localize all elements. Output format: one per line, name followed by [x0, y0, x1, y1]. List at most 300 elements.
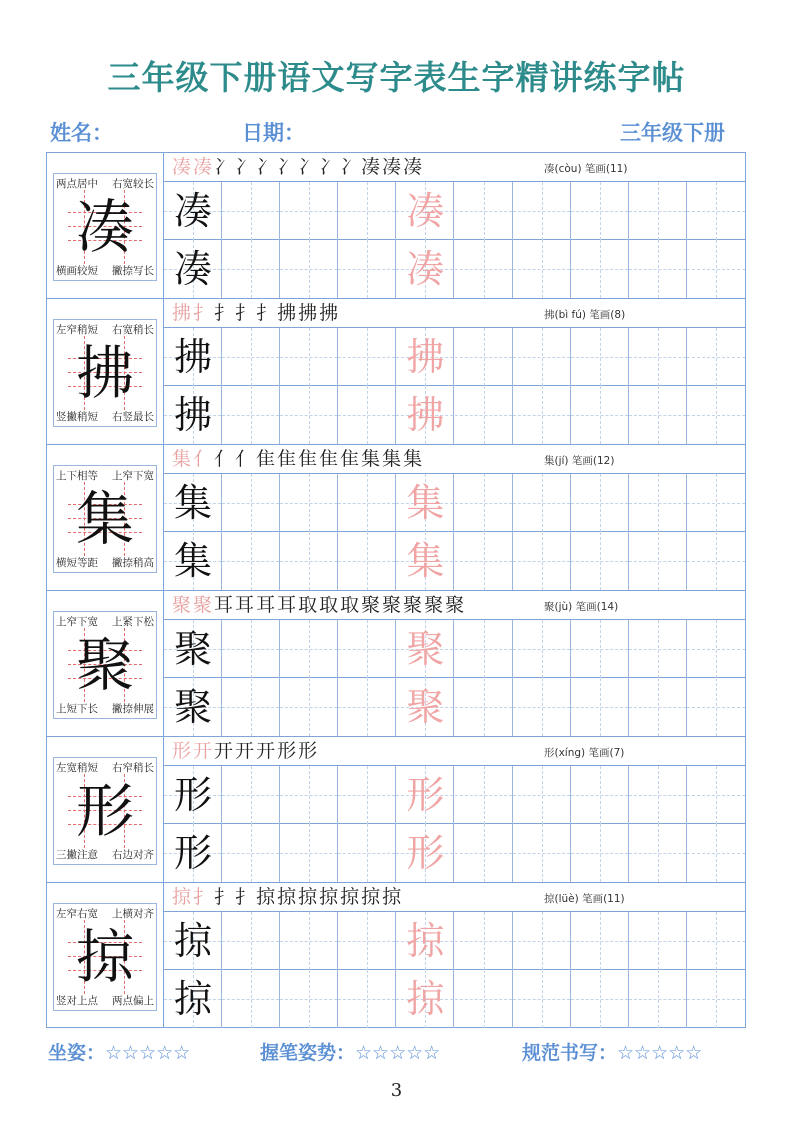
practice-cell[interactable] — [571, 240, 629, 298]
stroke-step: 扌 — [193, 886, 215, 908]
grid-guide — [484, 386, 485, 444]
practice-cell[interactable] — [396, 328, 454, 386]
practice-cell[interactable] — [513, 912, 571, 970]
practice-cell[interactable] — [164, 912, 222, 970]
stroke-order-row — [164, 153, 745, 182]
practice-cell[interactable] — [629, 240, 687, 298]
stroke-step: 隹 — [277, 448, 299, 470]
stroke-step: 耳 — [235, 594, 257, 616]
grid-guide — [600, 182, 601, 240]
writing-tip: 上窄下宽 — [56, 616, 98, 628]
trace-character: 凑 — [406, 189, 445, 233]
grid-guide — [367, 386, 368, 444]
practice-cell[interactable] — [164, 678, 222, 736]
grid-guide — [367, 182, 368, 240]
writing-tip: 横画较短 — [56, 265, 98, 277]
practice-cell[interactable] — [280, 970, 338, 1028]
grid-guide — [251, 474, 252, 532]
practice-cell[interactable] — [222, 240, 280, 298]
practice-cell[interactable] — [455, 182, 513, 240]
grid-guide — [309, 386, 310, 444]
practice-cell[interactable] — [571, 386, 629, 444]
writing-tip: 撇捺伸展 — [112, 703, 154, 715]
stroke-step: 聚 — [424, 594, 446, 616]
practice-cell[interactable] — [280, 182, 338, 240]
practice-cell[interactable] — [338, 970, 396, 1028]
practice-cell[interactable] — [455, 240, 513, 298]
grid-guide — [658, 620, 659, 678]
stroke-sequence — [172, 154, 424, 180]
practice-cell[interactable] — [396, 766, 454, 824]
grip-rating: 握笔姿势：☆☆☆☆☆ — [260, 1042, 441, 1064]
trace-character: 拂 — [406, 335, 445, 379]
practice-cell[interactable] — [513, 532, 571, 590]
writing-tip: 撇捺写长 — [112, 265, 154, 277]
practice-row — [164, 182, 745, 240]
practice-cell[interactable] — [164, 386, 222, 444]
practice-area — [164, 591, 745, 736]
practice-cell[interactable] — [629, 532, 687, 590]
practice-cell[interactable] — [455, 824, 513, 882]
practice-cell[interactable] — [513, 182, 571, 240]
practice-cell[interactable] — [396, 912, 454, 970]
stroke-step: 形 — [277, 740, 299, 762]
practice-cell[interactable] — [396, 824, 454, 882]
grid-guide — [716, 766, 717, 824]
practice-cell[interactable] — [513, 678, 571, 736]
stroke-step: 开 — [256, 740, 278, 762]
grid-guide — [716, 532, 717, 590]
practice-cell[interactable] — [280, 328, 338, 386]
practice-cell[interactable] — [222, 970, 280, 1028]
model-card — [53, 611, 157, 719]
grid-guide — [716, 386, 717, 444]
stroke-step: 拂 — [319, 302, 341, 324]
practice-cell[interactable] — [513, 824, 571, 882]
practice-cell[interactable] — [338, 182, 396, 240]
practice-cell[interactable] — [164, 532, 222, 590]
practice-cell[interactable] — [338, 678, 396, 736]
practice-cell[interactable] — [164, 328, 222, 386]
stroke-step: 集 — [361, 448, 383, 470]
writing-tip: 两点居中 — [56, 178, 98, 190]
trace-character: 掠 — [406, 977, 445, 1021]
grid-guide — [716, 240, 717, 298]
model-panel — [47, 883, 164, 1028]
stroke-step: 耳 — [277, 594, 299, 616]
practice-cell[interactable] — [396, 240, 454, 298]
practice-cell[interactable] — [338, 824, 396, 882]
stroke-sequence — [172, 738, 319, 764]
practice-cell[interactable] — [222, 620, 280, 678]
grid-guide — [542, 182, 543, 240]
practice-cell[interactable] — [338, 912, 396, 970]
stroke-step: 开 — [235, 740, 257, 762]
practice-cell[interactable] — [629, 970, 687, 1028]
practice-cell[interactable] — [455, 386, 513, 444]
practice-cell[interactable] — [164, 474, 222, 532]
practice-area — [164, 299, 745, 444]
grid-guide — [658, 182, 659, 240]
practice-area — [164, 737, 745, 882]
practice-cell[interactable] — [338, 386, 396, 444]
sample-character: 集 — [173, 481, 212, 525]
grid-guide — [484, 474, 485, 532]
practice-cell[interactable] — [338, 532, 396, 590]
stroke-step: 拂 — [172, 302, 194, 324]
trace-character: 掠 — [406, 919, 445, 963]
character-meta — [544, 745, 624, 760]
stroke-step: 聚 — [403, 594, 425, 616]
writing-tip: 横短等距 — [56, 557, 98, 569]
grid-guide — [542, 620, 543, 678]
practice-row — [164, 766, 745, 824]
practice-cell[interactable] — [687, 386, 745, 444]
practice-cell[interactable] — [280, 824, 338, 882]
grid-guide — [600, 532, 601, 590]
stroke-step: 形 — [172, 740, 194, 762]
practice-cell[interactable] — [571, 824, 629, 882]
practice-cell[interactable] — [571, 678, 629, 736]
practice-sheet — [46, 152, 746, 1028]
grid-guide — [542, 970, 543, 1028]
stroke-count-label: 笔画(12) — [571, 455, 615, 467]
practice-row — [164, 386, 745, 444]
practice-cell[interactable] — [687, 824, 745, 882]
stroke-step: 集 — [172, 448, 194, 470]
stroke-step: 亻 — [214, 448, 236, 470]
practice-cell[interactable] — [164, 766, 222, 824]
practice-cell[interactable] — [455, 970, 513, 1028]
practice-cell[interactable] — [222, 766, 280, 824]
practice-cell[interactable] — [338, 620, 396, 678]
grid-guide — [251, 328, 252, 386]
trace-character: 集 — [406, 481, 445, 525]
stroke-step: 掠 — [319, 886, 341, 908]
practice-cell[interactable] — [629, 620, 687, 678]
practice-cell[interactable] — [455, 474, 513, 532]
sample-character: 凑 — [173, 189, 212, 233]
practice-cell[interactable] — [164, 824, 222, 882]
stroke-step: 掠 — [340, 886, 362, 908]
grid-guide — [251, 678, 252, 736]
practice-row — [164, 328, 745, 386]
stroke-step: 凑 — [382, 156, 404, 178]
sample-character: 拂 — [173, 393, 212, 437]
practice-cell[interactable] — [687, 182, 745, 240]
grid-guide — [309, 240, 310, 298]
grid-guide — [484, 328, 485, 386]
trace-character: 聚 — [406, 685, 445, 729]
writing-tip: 右宽稍长 — [112, 324, 154, 336]
practice-row — [164, 912, 745, 970]
practice-cell[interactable] — [571, 474, 629, 532]
grid-guide — [309, 328, 310, 386]
grid-guide — [367, 678, 368, 736]
practice-cell[interactable] — [629, 678, 687, 736]
practice-cell[interactable] — [280, 386, 338, 444]
trace-character: 聚 — [406, 627, 445, 671]
grid-guide — [309, 474, 310, 532]
model-panel — [47, 299, 164, 444]
grid-guide — [251, 240, 252, 298]
grid-guide — [484, 678, 485, 736]
practice-cell[interactable] — [222, 328, 280, 386]
practice-cell[interactable] — [164, 970, 222, 1028]
practice-cell[interactable] — [629, 474, 687, 532]
model-character: 凑 — [75, 193, 134, 261]
practice-cell[interactable] — [629, 182, 687, 240]
practice-cell[interactable] — [396, 474, 454, 532]
grid-guide — [600, 970, 601, 1028]
practice-cell[interactable] — [687, 970, 745, 1028]
grid-guide — [251, 620, 252, 678]
practice-cell[interactable] — [629, 386, 687, 444]
stroke-step: 冫 — [235, 156, 257, 178]
grid-guide — [600, 620, 601, 678]
grid-guide — [716, 182, 717, 240]
grid-guide — [309, 970, 310, 1028]
grid-guide — [367, 240, 368, 298]
practice-cell[interactable] — [571, 182, 629, 240]
character-block — [47, 299, 745, 445]
practice-cell[interactable] — [571, 912, 629, 970]
grid-guide — [716, 970, 717, 1028]
practice-cell[interactable] — [338, 766, 396, 824]
writing-tip: 上横对齐 — [112, 908, 154, 920]
grid-guide — [484, 182, 485, 240]
practice-cell[interactable] — [396, 386, 454, 444]
practice-row — [164, 678, 745, 736]
stroke-step: 掠 — [172, 886, 194, 908]
practice-cell[interactable] — [280, 240, 338, 298]
practice-area — [164, 445, 745, 590]
model-character: 拂 — [75, 339, 134, 407]
practice-cell[interactable] — [280, 620, 338, 678]
stroke-sequence — [172, 884, 403, 910]
practice-cell[interactable] — [513, 766, 571, 824]
pinyin-label: 形(xíng) — [544, 747, 586, 759]
practice-cell[interactable] — [687, 620, 745, 678]
model-card — [53, 173, 157, 281]
stroke-step: 凑 — [193, 156, 215, 178]
grid-guide — [600, 474, 601, 532]
practice-cell[interactable] — [280, 474, 338, 532]
practice-cell[interactable] — [222, 678, 280, 736]
grid-guide — [542, 328, 543, 386]
writing-tip: 撇捺稍高 — [112, 557, 154, 569]
stroke-order-row — [164, 445, 745, 474]
grid-guide — [367, 474, 368, 532]
sample-character: 聚 — [173, 685, 212, 729]
grid-guide — [658, 970, 659, 1028]
page-number: 3 — [390, 1080, 403, 1101]
model-character: 聚 — [75, 631, 134, 699]
practice-cell[interactable] — [164, 620, 222, 678]
writing-tip: 上窄下宽 — [112, 470, 154, 482]
practice-cell[interactable] — [571, 620, 629, 678]
practice-cell[interactable] — [629, 328, 687, 386]
practice-cell[interactable] — [571, 970, 629, 1028]
grid-guide — [484, 240, 485, 298]
grid-guide — [600, 240, 601, 298]
grid-guide — [716, 620, 717, 678]
practice-cell[interactable] — [687, 474, 745, 532]
model-character: 掠 — [75, 923, 134, 991]
practice-cell[interactable] — [396, 182, 454, 240]
grid-guide — [367, 824, 368, 882]
practice-cell[interactable] — [687, 328, 745, 386]
grid-guide — [367, 970, 368, 1028]
practice-row — [164, 824, 745, 882]
practice-cell[interactable] — [687, 678, 745, 736]
character-meta — [544, 161, 627, 176]
stroke-step: 亻 — [193, 448, 215, 470]
sample-character: 掠 — [173, 919, 212, 963]
practice-cell[interactable] — [455, 620, 513, 678]
grid-guide — [716, 328, 717, 386]
practice-cell[interactable] — [687, 532, 745, 590]
grid-guide — [367, 620, 368, 678]
date-label: 日期： — [242, 121, 305, 145]
practice-cell[interactable] — [222, 824, 280, 882]
grid-guide — [251, 532, 252, 590]
practice-cell[interactable] — [396, 620, 454, 678]
practice-cell[interactable] — [571, 532, 629, 590]
practice-cell[interactable] — [455, 678, 513, 736]
writing-tip: 左窄右宽 — [56, 908, 98, 920]
stroke-step: 掠 — [361, 886, 383, 908]
grid-guide — [658, 474, 659, 532]
stroke-order-row — [164, 737, 745, 766]
practice-row — [164, 620, 745, 678]
practice-cell[interactable] — [513, 970, 571, 1028]
practice-cell[interactable] — [513, 620, 571, 678]
practice-cell[interactable] — [629, 824, 687, 882]
grid-guide — [484, 766, 485, 824]
practice-cell[interactable] — [455, 328, 513, 386]
practice-cell[interactable] — [687, 766, 745, 824]
model-panel — [47, 591, 164, 736]
stroke-step: 拂 — [277, 302, 299, 324]
practice-cell[interactable] — [164, 240, 222, 298]
practice-cell[interactable] — [455, 912, 513, 970]
stroke-order-row — [164, 883, 745, 912]
writing-tip: 上短下长 — [56, 703, 98, 715]
grid-guide — [309, 824, 310, 882]
practice-row — [164, 532, 745, 590]
practice-cell[interactable] — [687, 912, 745, 970]
practice-cell[interactable] — [338, 240, 396, 298]
pinyin-label: 拂(bì fú) — [544, 309, 586, 321]
practice-cell[interactable] — [513, 328, 571, 386]
practice-cell[interactable] — [455, 766, 513, 824]
stroke-step: 掠 — [256, 886, 278, 908]
stroke-step: 取 — [340, 594, 362, 616]
writing-tip: 右窄稍长 — [112, 762, 154, 774]
stroke-step: 冫 — [256, 156, 278, 178]
grid-guide — [600, 678, 601, 736]
stroke-count-label: 笔画(7) — [588, 747, 625, 759]
grid-guide — [600, 766, 601, 824]
sample-character: 形 — [173, 831, 212, 875]
grid-guide — [309, 532, 310, 590]
stroke-step: 集 — [382, 448, 404, 470]
practice-cell[interactable] — [396, 970, 454, 1028]
practice-cell[interactable] — [396, 678, 454, 736]
writing-tip: 左宽稍短 — [56, 762, 98, 774]
character-meta — [544, 307, 625, 322]
writing-tip: 左窄稍短 — [56, 324, 98, 336]
trace-character: 拂 — [406, 393, 445, 437]
practice-cell[interactable] — [222, 182, 280, 240]
grid-guide — [542, 474, 543, 532]
grid-guide — [367, 912, 368, 970]
grid-guide — [251, 386, 252, 444]
practice-cell[interactable] — [571, 328, 629, 386]
model-card — [53, 465, 157, 573]
grid-guide — [309, 912, 310, 970]
practice-cell[interactable] — [222, 474, 280, 532]
posture-rating: 坐姿：☆☆☆☆☆ — [48, 1042, 191, 1064]
stroke-step: 聚 — [445, 594, 467, 616]
practice-cell[interactable] — [396, 532, 454, 590]
writing-tip: 上紧下松 — [112, 616, 154, 628]
stroke-step: 扌 — [256, 302, 278, 324]
stroke-step: 集 — [403, 448, 425, 470]
practice-cell[interactable] — [513, 386, 571, 444]
stroke-step: 凑 — [172, 156, 194, 178]
practice-cell[interactable] — [338, 328, 396, 386]
practice-cell[interactable] — [455, 532, 513, 590]
practice-cell[interactable] — [222, 386, 280, 444]
stroke-step: 冫 — [298, 156, 320, 178]
practice-cell[interactable] — [629, 766, 687, 824]
grid-guide — [658, 532, 659, 590]
practice-cell[interactable] — [280, 766, 338, 824]
grid-guide — [716, 678, 717, 736]
writing-rating: 规范书写：☆☆☆☆☆ — [522, 1042, 703, 1064]
practice-cell[interactable] — [629, 912, 687, 970]
practice-cell[interactable] — [222, 532, 280, 590]
stroke-sequence — [172, 446, 424, 472]
model-card — [53, 319, 157, 427]
grid-guide — [600, 824, 601, 882]
sample-character: 聚 — [173, 627, 212, 671]
stroke-step: 掠 — [298, 886, 320, 908]
model-panel — [47, 153, 164, 298]
writing-tip: 上下相等 — [56, 470, 98, 482]
practice-cell[interactable] — [513, 474, 571, 532]
practice-cell[interactable] — [687, 240, 745, 298]
practice-cell[interactable] — [280, 912, 338, 970]
grid-guide — [542, 532, 543, 590]
practice-cell[interactable] — [513, 240, 571, 298]
stroke-step: 扌 — [214, 886, 236, 908]
practice-cell[interactable] — [571, 766, 629, 824]
grid-guide — [658, 328, 659, 386]
practice-cell[interactable] — [280, 678, 338, 736]
stroke-step: 扌 — [214, 302, 236, 324]
practice-cell[interactable] — [222, 912, 280, 970]
grid-guide — [658, 766, 659, 824]
practice-cell[interactable] — [164, 182, 222, 240]
practice-cell[interactable] — [280, 532, 338, 590]
practice-cell[interactable] — [338, 474, 396, 532]
grid-guide — [367, 532, 368, 590]
grid-guide — [484, 912, 485, 970]
grade-label: 三年级下册 — [620, 121, 725, 145]
